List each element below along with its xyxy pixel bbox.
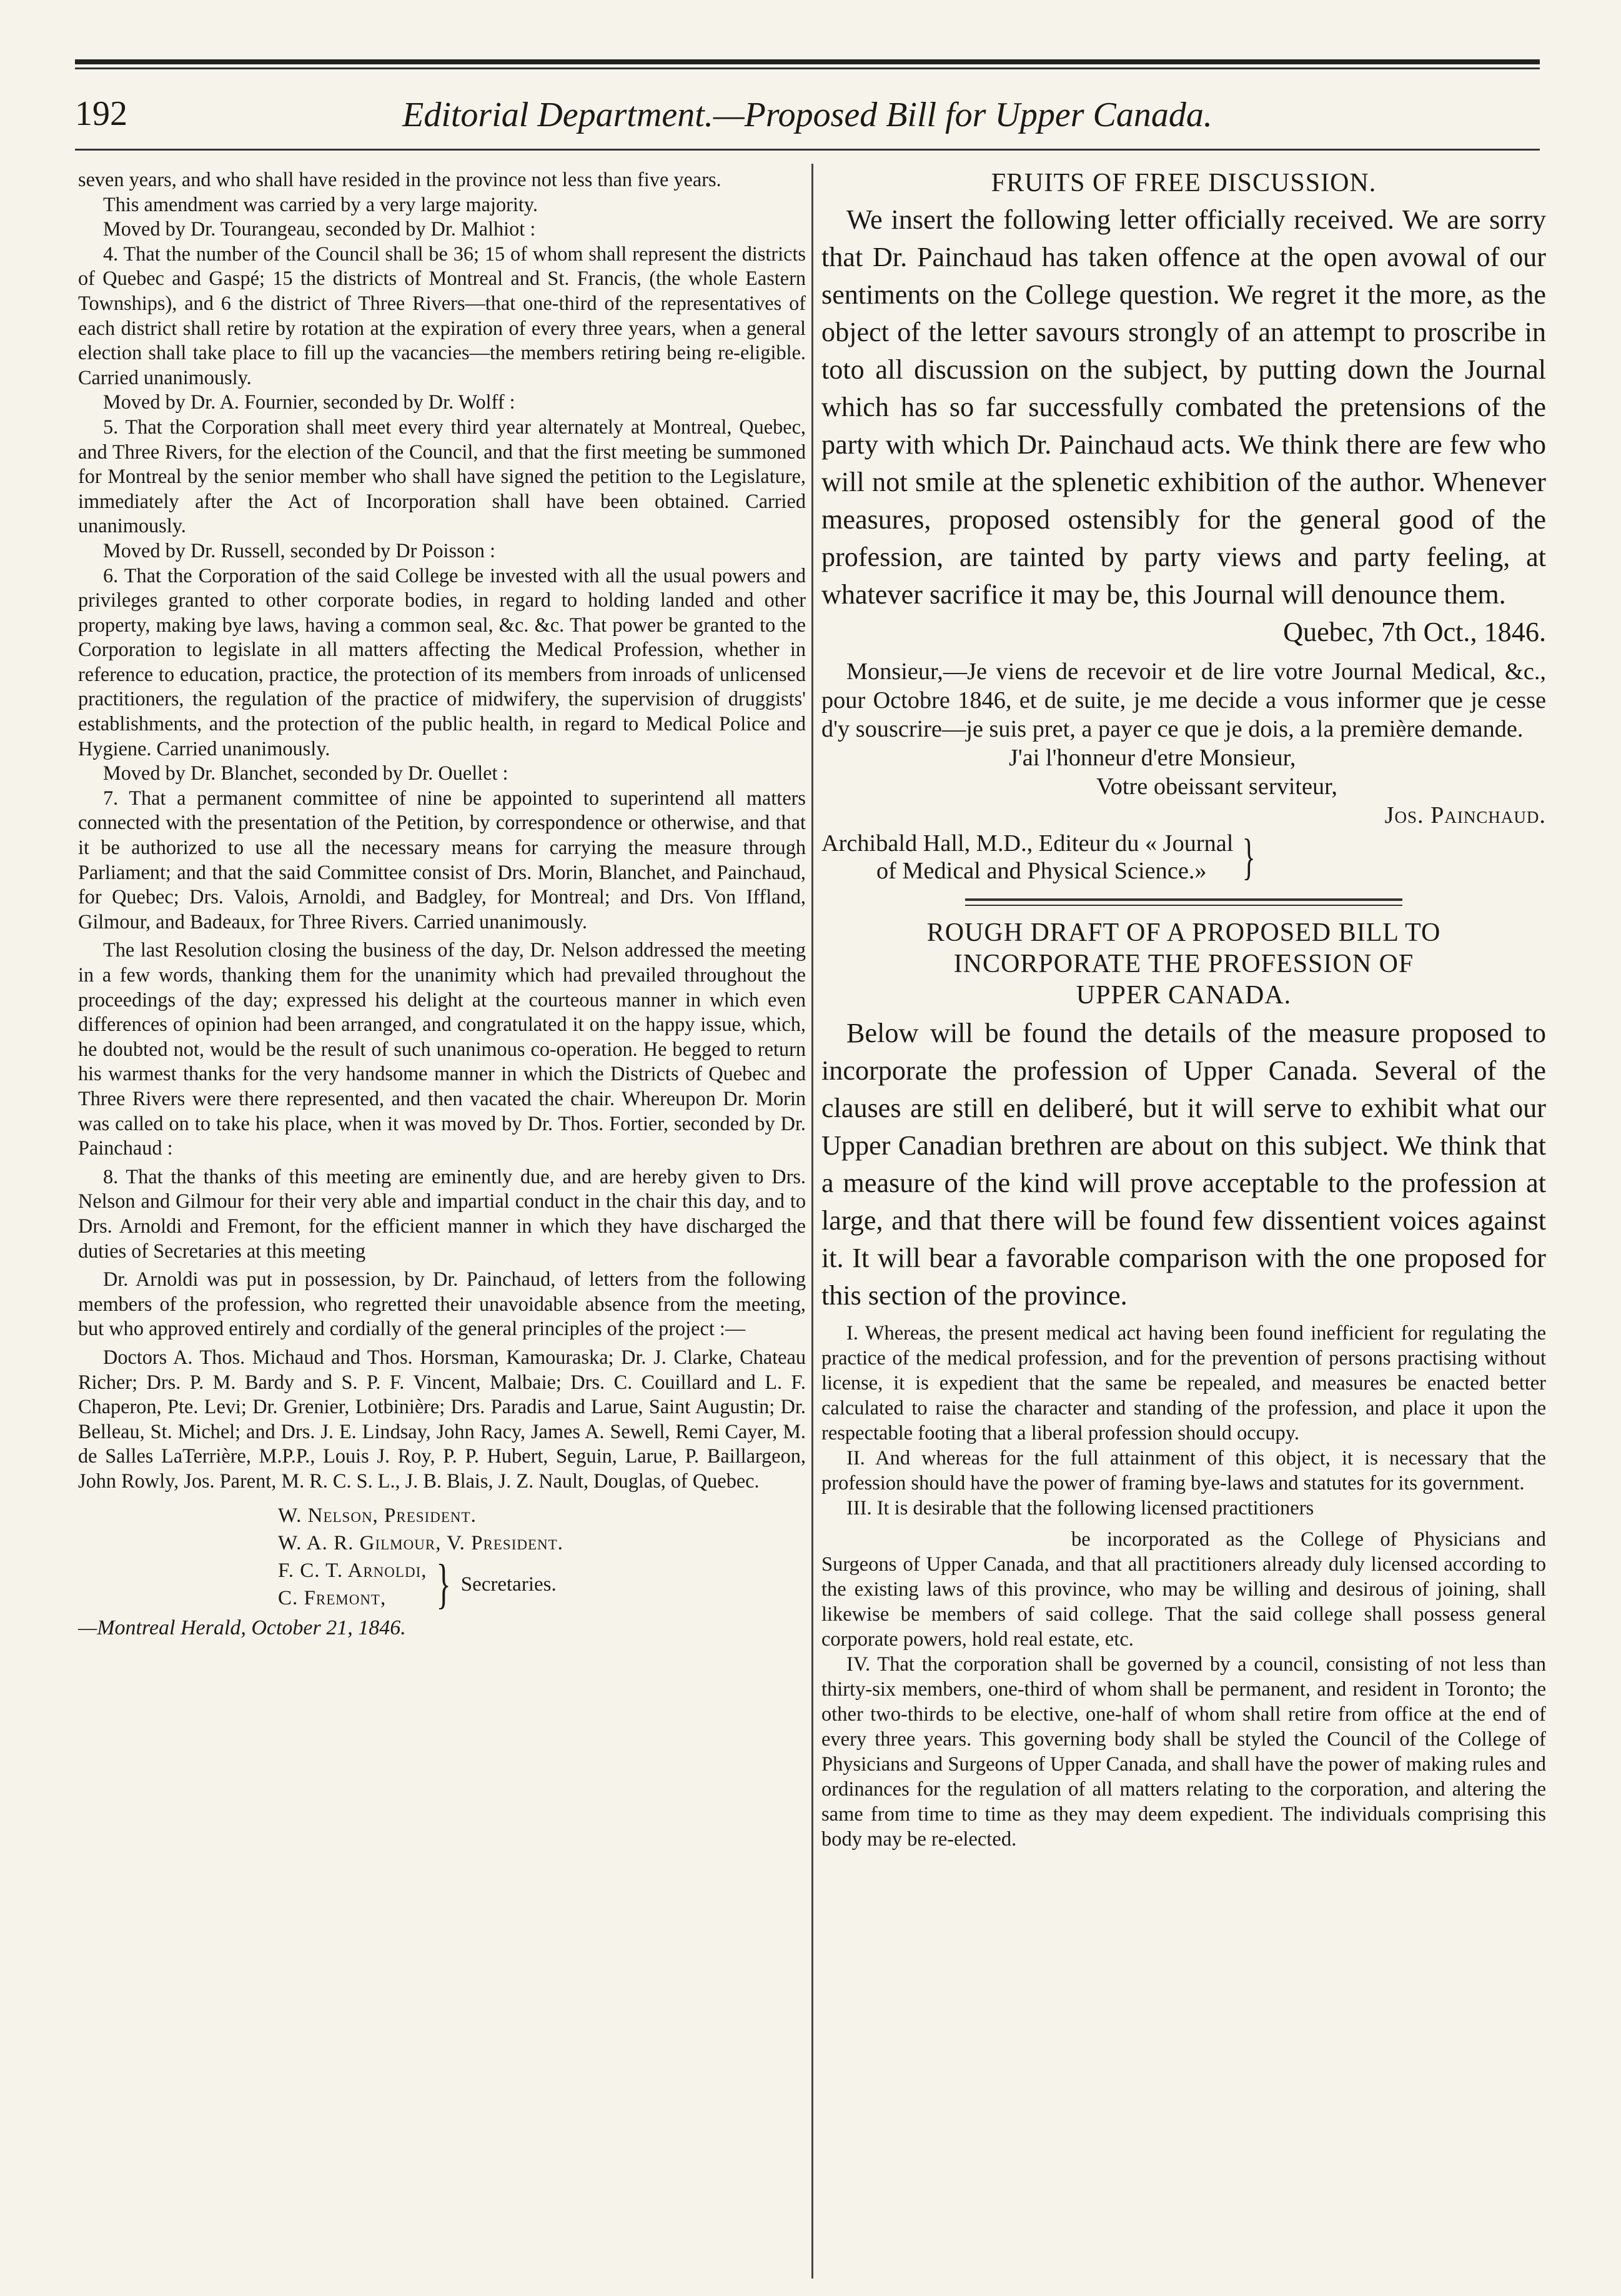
brace-glyph: }: [436, 1554, 452, 1615]
resolution-5: 5. That the Corporation shall meet every third year alternately at Montreal, Quebec, and Three Rivers, for the election of the Council, and that the first meeting be summoned for Montreal by the senior member who shall have signed the petition to the Legislature, immediately after the Act of Incorporation shall have been obtained. Carried unanimously.: [78, 415, 806, 537]
section-heading: ROUGH DRAFT OF A PROPOSED BILL TO: [926, 918, 1441, 947]
bill-clause: II. And whereas for the full attainment of this object, it is necessary that the profession should have the power of framing bye-laws and statutes for its government.: [821, 1447, 1546, 1494]
motion: Moved by Dr. A. Fournier, seconded by Dr. Wolff :: [103, 390, 515, 414]
signature-secretary: F. C. T. Arnoldi,: [278, 1559, 427, 1583]
bill-clause: I. Whereas, the present medical act having been found inefficient for regulating the practice of the medical profession, and for the prevention of persons practising without license, it is expedient that the same be repealed, and measures be enacted better calculated to raise the character and standing of the profession, and place it upon the respectable footing that a liberal profession should occupy.: [821, 1322, 1546, 1444]
addressee-line: Archibald Hall, M.D., Editeur du « Journal: [821, 830, 1234, 857]
top-rule-thin: [75, 67, 1540, 69]
header-rule: [75, 149, 1540, 151]
letter-closing: J'ai l'honneur d'etre Monsieur,: [1009, 745, 1296, 771]
addressee-line: of Medical and Physical Science.»: [876, 858, 1207, 884]
editorial-paragraph: Below will be found the details of the measure proposed to incorporate the profession of Upper Canada. Several of the clauses are still en deliberé, but it will serve to exhibit what our Upper Canadian brethren are about on this subject. We think that a measure of the kind will prove acceptable to the profession at large, and that there will be found few dissentient voices against it. It will bear a favorable comparison with the one proposed for this section of the province.: [821, 1018, 1546, 1311]
editorial-paragraph: We insert the following letter officially received. We are sorry that Dr. Painchaud has taken offence at the open avowal of our sentiments on the College question. We regret it the more, as the object of the letter savours strongly of an attempt to proscribe in toto all discussion on the subject, by putting down the Journal which has so far successfully combated the pretensions of the party with which Dr. Painchaud acts. We think there are few who will not smile at the splenetic exhibition of the author. Whenever measures, proposed ostensibly for the general good of the profession, are tainted by party views and party feeling, at whatever sacrifice it may be, this Journal will denounce them.: [821, 204, 1546, 610]
secretaries-label: Secretaries.: [460, 1573, 557, 1596]
letter-closing: Votre obeissant serviteur,: [1096, 773, 1337, 800]
signature-president: W. Nelson, President.: [278, 1504, 477, 1528]
resolution-6: 6. That the Corporation of the said College be invested with all the usual powers and privileges granted to other corporate bodies, in regard to holding landed and other property, making bye laws, having a common seal, &c. &c. That power be granted to the Corporation to legislate in all matters affecting the Medical Profession, whether in reference to education, practice, the protection of its members from inroads of unlicensed practitioners, the regulation of the practice of midwifery, the supervision of druggists' establishments, and the protection of the public health, in regard to Medical Police and Hygiene. Carried unanimously.: [78, 564, 806, 760]
letter-signature: Jos. Painchaud.: [1384, 802, 1546, 828]
letter-body: Monsieur,—Je viens de recevoir et de lire votre Journal Medical, &c., pour Octobre 1846, et de suite, je me decide a vous informer que je cesse d'y souscrire—je suis pret, a payer ce que je dois, a la première demande.: [821, 658, 1546, 742]
top-rule: [75, 59, 1540, 64]
signature-block: [278, 1502, 806, 1615]
letter-addressee: [821, 830, 1546, 885]
paragraph: Dr. Arnoldi was put in possession, by Dr. Painchaud, of letters from the following members of the profession, who regretted their unavoidable absence from the meeting, but who approved entirely and cordially of the general principles of the project :—: [78, 1268, 806, 1340]
motion: Moved by Dr. Tourangeau, seconded by Dr. Malhiot :: [103, 217, 536, 241]
section-heading: INCORPORATE THE PROFESSION OF: [953, 950, 1414, 978]
paragraph: seven years, and who shall have resided in the province not less than five years.: [78, 168, 721, 191]
left-column: [78, 167, 806, 1641]
paragraph: This amendment was carried by a very large majority.: [103, 192, 538, 216]
signature-secretary: C. Fremont,: [278, 1587, 387, 1610]
paragraph: Doctors A. Thos. Michaud and Thos. Horsman, Kamouraska; Dr. J. Clarke, Chateau Richer; Drs. P. M. Bardy and S. P. F. Vincent, Malbaie; Drs. C. Couillard and L. F. Chaperon, Pte. Levi; Dr. Grenier, Lotbinière; Drs. Paradis and Larue, Saint Augustin; Dr. Belleau, St. Michel; and Drs. J. E. Lindsay, John Racy, James A. Sewell, Remi Cayer, M. de Salles LaTerrière, M.P.P., Louis J. Roy, P. P. Hubert, Seguin, Larue, P. Baillargeon, John Rowly, Jos. Parent, M. R. C. S. L., J. B. Blais, J. Z. Nault, Douglas, of Quebec.: [78, 1345, 806, 1492]
right-column: [821, 167, 1546, 1852]
page-number: 192: [75, 94, 127, 133]
section-rule: [965, 898, 1402, 906]
paragraph: The last Resolution closing the business of the day, Dr. Nelson addressed the meeting in a few words, thanking them for the unanimity which had prevailed throughout the proceedings of the day; expressed his delight at the courteous manner in which even differences of opinion had been arranged, and congratulated it on the happy issue, which, he doubted not, would be the result of such unanimous co-operation. He begged to return his warmest thanks for the very handsome manner in which the Districts of Quebec and Three Rivers were there represented, and then vacated the chair. Whereupon Dr. Morin was called on to take his place, when it was moved by Dr. Thos. Fortier, seconded by Dr. Painchaud :: [78, 938, 806, 1160]
attribution: —Montreal Herald, October 21, 1846.: [78, 1616, 406, 1640]
resolution-7: 7. That a permanent committee of nine be appointed to superintend all matters connected with the presentation of the Petition, by correspondence or otherwise, and that it be authorized to use all the necessary means for carrying the measure through Parliament; and that the said Committee consist of Drs. Morin, Blanchet, and Painchaud, for Quebec; Drs. Valois, Arnoldi, and Badgley, for Montreal; and Drs. Von Iffland, Gilmour, and Badeaux, for Three Rivers. Carried unanimously.: [78, 786, 806, 933]
brace-glyph: }: [1242, 830, 1256, 885]
running-head: Editorial Department.—Proposed Bill for Upper Canada.: [402, 96, 1212, 134]
resolution-8: 8. That the thanks of this meeting are eminently due, and are hereby given to Drs. Nelson and Gilmour for their very able and impartial conduct in the chair this day, and to Drs. Arnoldi and Fremont, for the efficient manner in which they have discharged the duties of Secretaries at this meeting: [78, 1165, 806, 1262]
resolution-4: 4. That the number of the Council shall be 36; 15 of whom shall represent the districts of Quebec and Gaspé; 15 the districts of Montreal and St. Francis, (the whole Eastern Townships), and 6 the district of Three Rivers—that one-third of the representatives of each district shall retire by rotation at the expiration of every three years, when a general election shall take place to fill up the vacancies—the members retiring being re-eligible. Carried unanimously.: [78, 242, 806, 389]
motion: Moved by Dr. Blanchet, seconded by Dr. Ouellet :: [103, 762, 508, 785]
motion: Moved by Dr. Russell, seconded by Dr Poisson :: [103, 539, 495, 562]
dateline: Quebec, 7th Oct., 1846.: [1283, 617, 1546, 647]
bill-clause: IV. That the corporation shall be governed by a council, consisting of not less than thirty-six members, one-third of whom shall be permanent, and resident in Toronto; the other two-thirds to be elective, one-half of whom shall retire from office at the end of every three years. This governing body shall be styled the Council of the College of Physicians and Surgeons of Upper Canada, and shall have the power of making rules and ordinances for the regulation of all matters relating to the corporation, and altering the same from time to time as they may deem expedient. The individuals comprising this body may be re-elected.: [821, 1653, 1546, 1851]
bill-clause: III. It is desirable that the following licensed practitioners: [846, 1497, 1314, 1519]
column-divider: [811, 164, 813, 2279]
section-heading: FRUITS OF FREE DISCUSSION.: [991, 169, 1377, 197]
page-header: [75, 94, 1540, 144]
signature-vice-president: W. A. R. Gilmour, V. President.: [278, 1532, 563, 1555]
bill-clause: be incorporated as the College of Physicians and Surgeons of Upper Canada, and that all practitioners already duly licensed according to the existing laws of this province, who may be willing and desirous of joining, shall likewise be members of said college. That the said college shall possess general corporate powers, hold real estate, etc.: [821, 1528, 1546, 1651]
section-heading: UPPER CANADA.: [1076, 981, 1292, 1010]
secretaries-row: [278, 1554, 806, 1615]
